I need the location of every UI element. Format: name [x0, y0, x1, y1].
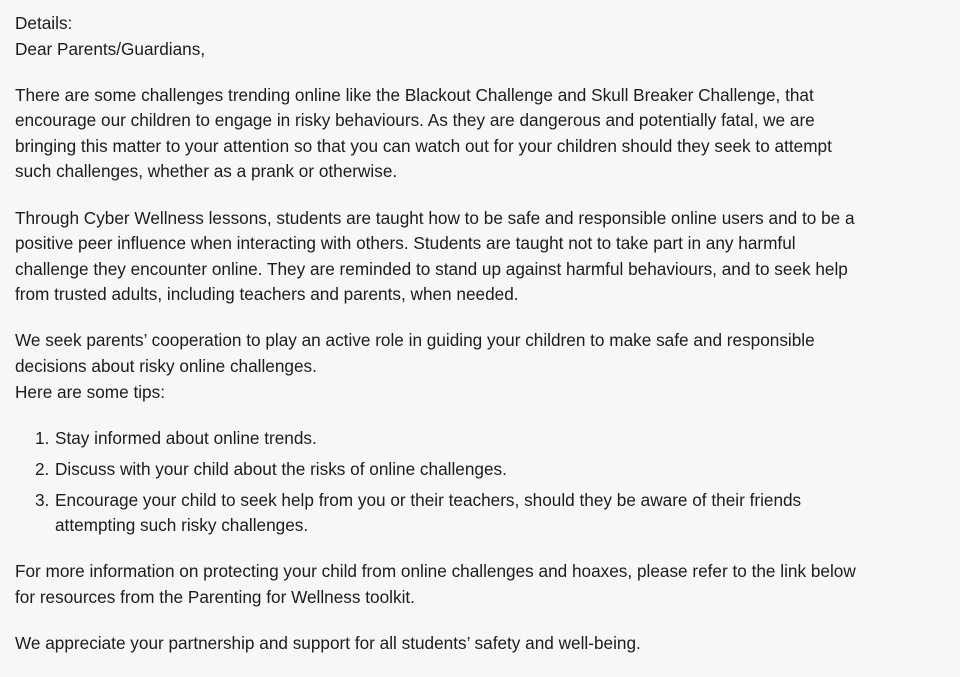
- paragraph-line: For more information on protecting your child from online challenges and hoaxes, please refer to the link below: [15, 561, 856, 582]
- list-item-text: Discuss with your child about the risks of online challenges.: [55, 458, 507, 479]
- paragraph-line: We appreciate your partnership and support for all students’ safety and well-being.: [15, 633, 641, 654]
- heading-text: Details:: [15, 13, 73, 33]
- list-item-text: Stay informed about online trends.: [55, 427, 317, 448]
- message-body: [15, 11, 950, 657]
- list-item-text: Encourage your child to seek help from you or their teachers, should they be aware of their friends: [55, 489, 802, 510]
- paragraph-challenges: [15, 83, 950, 185]
- paragraph-line: Here are some tips:: [15, 381, 165, 402]
- list-item: [15, 426, 950, 452]
- paragraph-line: such challenges, whether as a prank or otherwise.: [15, 161, 398, 182]
- paragraph-cyber-wellness: [15, 206, 950, 308]
- paragraph-line: from trusted adults, including teachers and parents, when needed.: [15, 284, 519, 305]
- paragraph-closing: [15, 631, 950, 657]
- salutation: Dear Parents/Guardians,: [15, 38, 206, 59]
- paragraph-more-info: [15, 559, 950, 610]
- list-item: [15, 457, 950, 483]
- paragraph-line: We seek parents’ cooperation to play an active role in guiding your children to make safe and responsible: [15, 330, 815, 351]
- paragraph-cooperation: [15, 328, 950, 405]
- paragraph-line: positive peer influence when interacting with others. Students are taught not to take part in any harmful: [15, 233, 796, 254]
- paragraph-line: decisions about risky online challenges.: [15, 356, 317, 377]
- paragraph-line: challenge they encounter online. They are reminded to stand up against harmful behaviours, and to seek help: [15, 258, 848, 279]
- list-number: 1.: [35, 427, 50, 448]
- list-number: 3.: [35, 489, 50, 510]
- paragraph-line: Through Cyber Wellness lessons, students are taught how to be safe and responsible online users and to be a: [15, 207, 855, 228]
- message-heading: [15, 11, 950, 62]
- list-number: 2.: [35, 458, 50, 479]
- tips-list: [15, 426, 950, 539]
- paragraph-line: bringing this matter to your attention so that you can watch out for your children should they seek to attempt: [15, 135, 832, 156]
- paragraph-line: encourage our children to engage in risky behaviours. As they are dangerous and potentially fatal, we are: [15, 110, 815, 131]
- list-item-text: attempting such risky challenges.: [55, 515, 309, 536]
- paragraph-line: There are some challenges trending online like the Blackout Challenge and Skull Breaker Challenge, that: [15, 84, 814, 105]
- paragraph-line: for resources from the Parenting for Wellness toolkit.: [15, 586, 415, 607]
- list-item: [15, 488, 950, 539]
